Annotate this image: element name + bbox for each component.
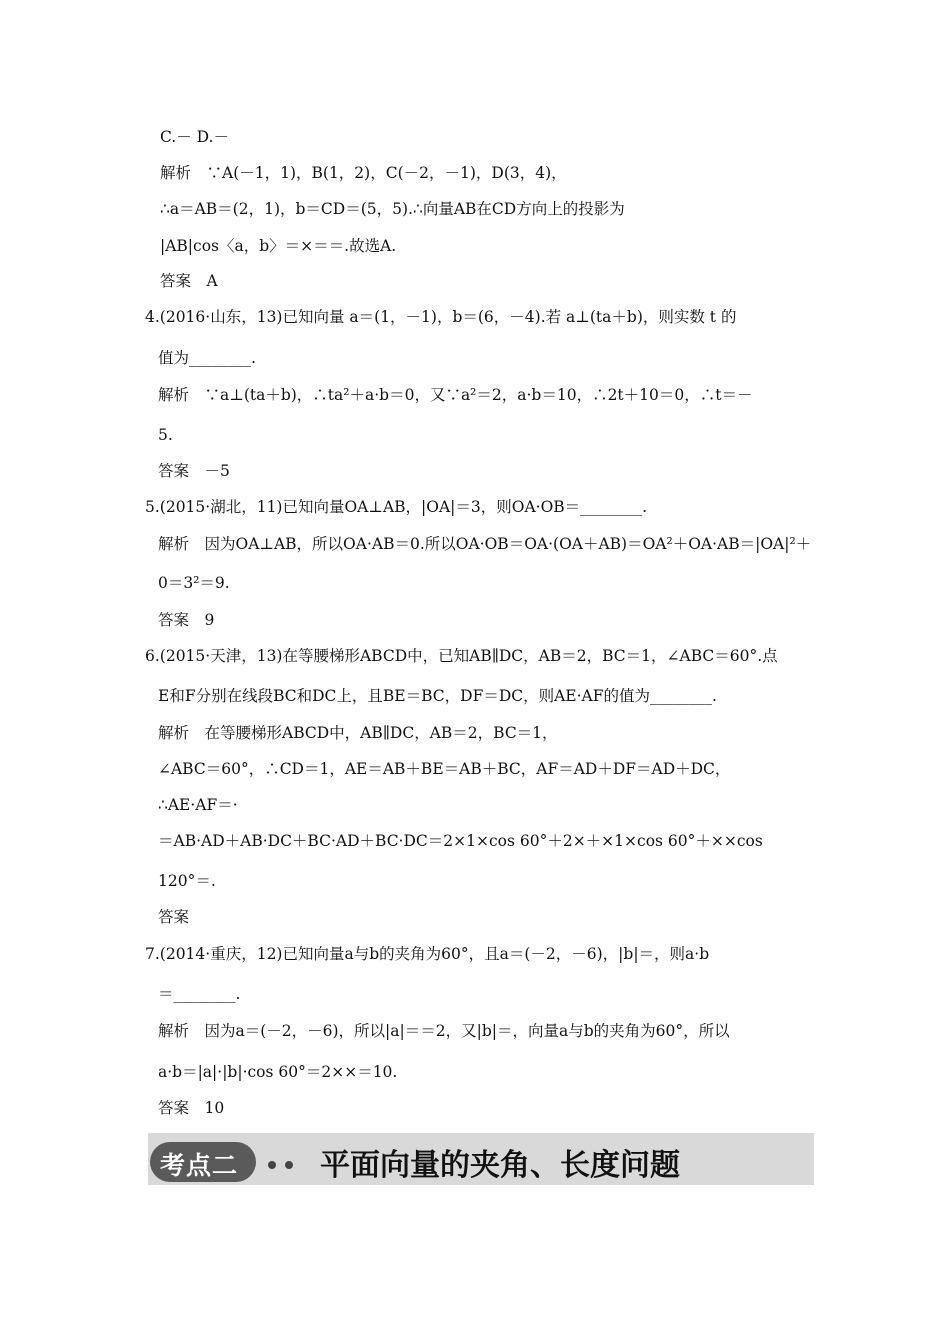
question-7: 7.(2014·重庆，12)已知向量a与b的夹角为60°，且a＝(－2，－6)，|b|＝，则a·b: [145, 945, 710, 963]
badge-label: 考点二: [160, 1151, 239, 1180]
answer-line: 答案 －5: [158, 462, 230, 480]
solution-line: 解析 ∵A(－1，1)，B(1，2)，C(－2，－1)，D(3，4)，: [160, 164, 567, 182]
question-line: ＝________.: [158, 985, 241, 1003]
solution-line: a·b＝|a|·|b|·cos 60°＝2××＝10.: [158, 1063, 398, 1081]
solution-line: 解析 ∵a⊥(ta＋b)，∴ta²＋a·b＝0，又∵a²＝2，a·b＝10，∴2t＋10＝0，∴t＝－: [158, 386, 753, 404]
answer-line: 答案 10: [158, 1099, 225, 1117]
solution-line: 120°＝.: [158, 872, 216, 890]
solution-line: ＝AB·AD＋AB·DC＋BC·AD＋BC·DC＝2×1×cos 60°＋2×＋×1×cos 60°＋××cos: [158, 832, 763, 850]
solution-line: 5.: [158, 426, 173, 444]
question-line: 值为________.: [158, 349, 256, 367]
option-line: C.－ D.－: [160, 128, 229, 146]
solution-line: 解析 因为OA⊥AB，所以OA·AB＝0.所以OA·OB＝OA·(OA＋AB)＝OA²＋OA·AB＝|OA|²＋: [158, 535, 812, 553]
solution-line: 解析 因为a＝(－2，－6)，所以|a|＝＝2，又|b|＝，向量a与b的夹角为60°，所以: [158, 1022, 730, 1040]
bullet-dot: [285, 1161, 293, 1169]
solution-line: 0＝3²＝9.: [158, 574, 230, 592]
solution-line: ∠ABC＝60°，∴CD＝1，AE＝AB＋BE＝AB＋BC，AF＝AD＋DF＝AD＋DC，: [158, 760, 731, 778]
question-line: E和F分别在线段BC和DC上，且BE＝BC，DF＝DC，则AE·AF的值为________.: [158, 687, 717, 705]
solution-line: |AB|cos〈a，b〉＝×＝＝.故选A.: [160, 237, 397, 255]
answer-line: 答案: [158, 908, 190, 926]
answer-line: 答案 A: [160, 272, 218, 290]
question-5: 5.(2015·湖北，11)已知向量OA⊥AB，|OA|＝3，则OA·OB＝________.: [145, 498, 648, 516]
bullet-dot: [268, 1161, 276, 1169]
section-badge: [150, 1142, 258, 1182]
answer-line: 答案 9: [158, 611, 215, 629]
question-6: 6.(2015·天津，13)在等腰梯形ABCD中，已知AB∥DC，AB＝2，BC＝1，∠ABC＝60°.点: [145, 647, 778, 665]
solution-line: ∴a＝AB＝(2，1)，b＝CD＝(5，5).∴向量AB在CD方向上的投影为: [160, 200, 625, 218]
question-4: 4.(2016·山东，13)已知向量 a＝(1，－1)，b＝(6，－4).若 a⊥(ta＋b)，则实数 t 的: [145, 308, 737, 326]
section-title: 平面向量的夹角、长度问题: [320, 1148, 680, 1183]
solution-line: 解析 在等腰梯形ABCD中，AB∥DC，AB＝2，BC＝1，: [158, 724, 558, 742]
solution-line: ∴AE·AF＝·: [158, 796, 238, 814]
